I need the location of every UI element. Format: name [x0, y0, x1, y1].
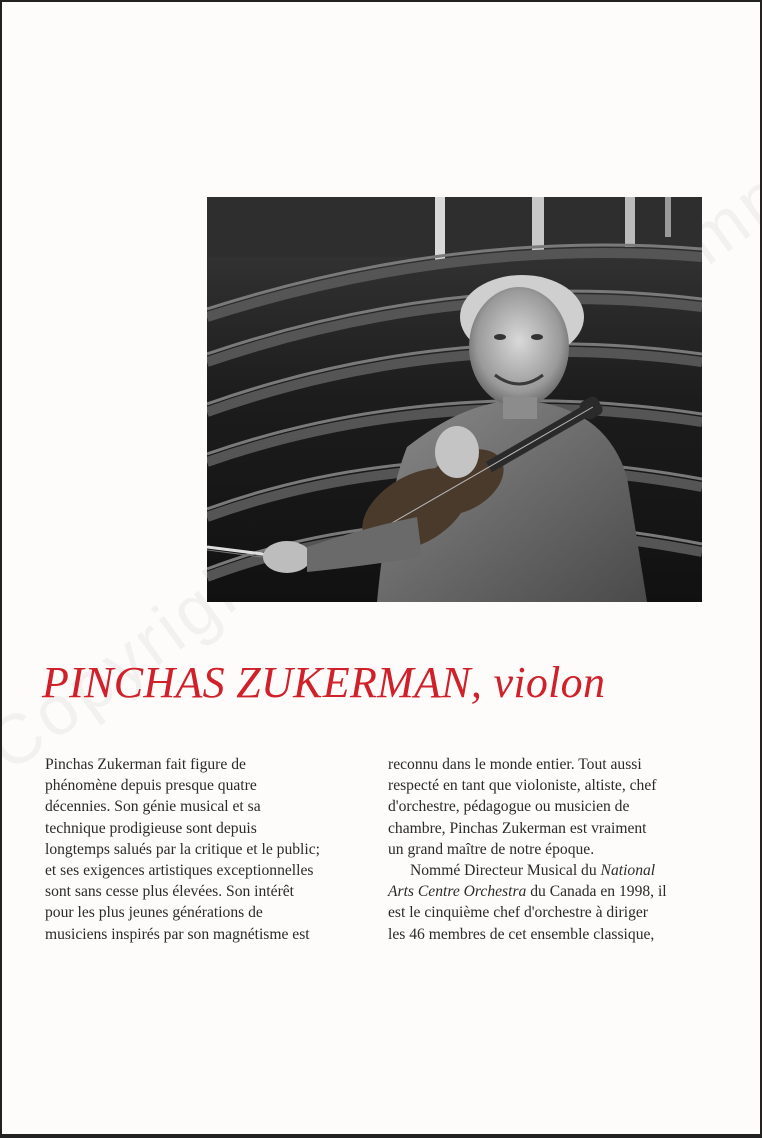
text-line: chambre, Pinchas Zukerman est vraiment — [388, 819, 647, 837]
program-page — [2, 2, 760, 1134]
text-line: phénomène depuis presque quatre — [45, 777, 257, 795]
orchestra-name-part: National — [600, 862, 656, 880]
text-line: un grand maître de notre époque. — [388, 840, 595, 858]
text-line: sont sans cesse plus élevées. Son intérêt — [45, 883, 295, 901]
paragraph-1-continued — [388, 754, 708, 860]
page-title — [42, 657, 605, 708]
text-line: Pinchas Zukerman fait figure de — [45, 756, 246, 773]
text-line: décennies. Son génie musical et sa — [45, 798, 261, 816]
text-line: Nommé Directeur Musical du — [410, 862, 601, 880]
text-line: technique prodigieuse sont depuis — [45, 819, 257, 837]
body-column-left — [45, 754, 365, 945]
body-column-right — [388, 754, 708, 945]
performer-name: PINCHAS ZUKERMAN — [42, 658, 471, 707]
text-line: reconnu dans le monde entier. Tout aussi — [388, 756, 642, 773]
text-line: les 46 membres de cet ensemble classique, — [388, 925, 655, 943]
paragraph-2 — [388, 860, 708, 945]
text-line: musiciens inspirés par son magnétisme est — [45, 925, 310, 943]
performer-instrument: , violon — [470, 658, 606, 707]
text-line: et ses exigences artistiques exceptionnelles — [45, 862, 314, 880]
text-line: est le cinquième chef d'orchestre à diriger — [388, 904, 648, 922]
text-line: pour les plus jeunes générations de — [45, 904, 263, 922]
paragraph-1 — [45, 754, 365, 945]
text-line: respecté en tant que violoniste, altiste, chef — [388, 777, 657, 795]
portrait-photo — [207, 197, 702, 602]
text-line: d'orchestre, pédagogue ou musicien de — [388, 798, 630, 816]
text-line: du Canada en 1998, il — [526, 883, 667, 901]
orchestra-name-part: Arts Centre Orchestra — [388, 883, 527, 901]
text-line: longtemps salués par la critique et le public; — [45, 840, 320, 858]
